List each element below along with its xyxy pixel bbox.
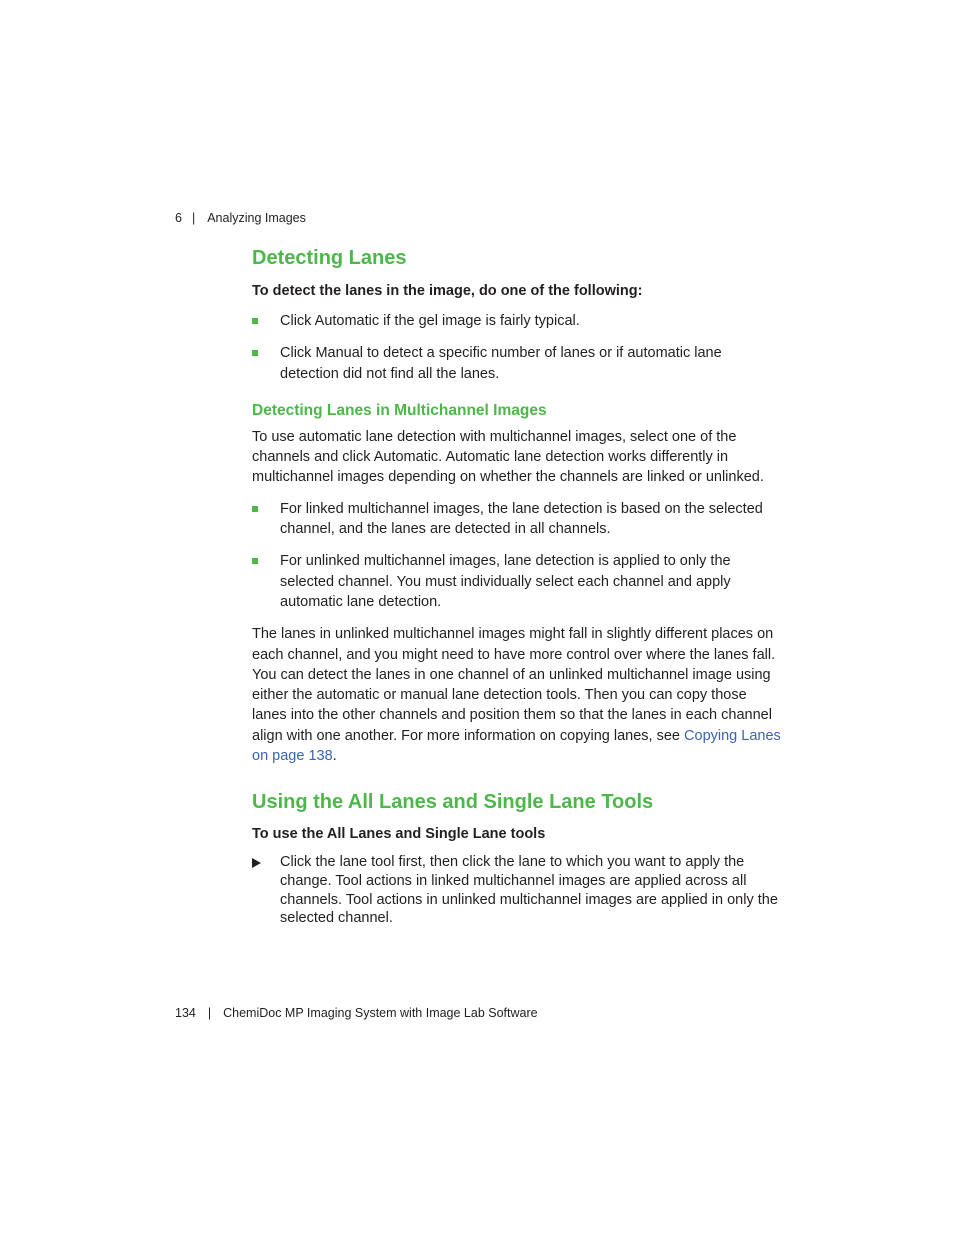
all-lanes-lead: To use the All Lanes and Single Lane tools <box>252 826 546 843</box>
detect-lanes-options <box>252 311 782 384</box>
copying-lanes-link[interactable]: Copying Lanes on page 138 <box>252 727 781 765</box>
list-item-text: Click Automatic if the gel image is fairly typical. <box>280 313 580 329</box>
closing-period: . <box>332 748 337 765</box>
chapter-number: 6 <box>175 211 182 225</box>
running-footer <box>175 1006 538 1020</box>
book-title: ChemiDoc MP Imaging System with Image Lab Software <box>223 1006 538 1020</box>
multichannel-options <box>252 499 782 612</box>
green-square-bullet-icon <box>252 558 258 564</box>
heading-multichannel: Detecting Lanes in Multichannel Images <box>252 401 547 419</box>
page-number: 134 <box>175 1006 196 1020</box>
green-square-bullet-icon <box>252 350 258 356</box>
header-separator: | <box>191 211 196 225</box>
chapter-title: Analyzing Images <box>207 211 306 225</box>
step-text: Click the lane tool first, then click the lane to which you want to apply the change. Tool actions in linked multichannel images are applied across all channels. Tool actions in unlinked multichannel images are applied in only the selected channel. <box>280 854 778 927</box>
multichannel-intro: To use automatic lane detection with multichannel images, select one of the channels and click Automatic. Automatic lane detection works differently in multichannel images depending on whether the channels are linked or unlinked. <box>252 428 764 486</box>
heading-all-lanes-tools: Using the All Lanes and Single Lane Tools <box>252 791 654 814</box>
heading-detecting-lanes: Detecting Lanes <box>252 247 407 269</box>
page-content <box>252 244 782 928</box>
list-item <box>252 551 782 612</box>
list-item <box>252 499 782 540</box>
all-lanes-steps <box>252 853 782 928</box>
list-item-text: For linked multichannel images, the lane detection is based on the selected channel, and the lanes are detected in all channels. <box>280 500 763 538</box>
triangle-arrow-icon <box>252 858 261 868</box>
list-item <box>252 853 782 928</box>
closing-text: The lanes in unlinked multichannel images might fall in slightly different places on each channel, and you might need to have more control over where the lanes fall. You can detect the lanes in one channel of an unlinked multichannel image using either the automatic or manual lane detection tools. Then you can copy those lanes into the other channels and position them so that the lanes in each channel align with one another. For more information on copying lanes, see <box>252 626 776 744</box>
multichannel-closing-paragraph <box>252 624 782 766</box>
detect-lanes-lead: To detect the lanes in the image, do one of the following: <box>252 283 643 299</box>
list-item-text: For unlinked multichannel images, lane detection is applied to only the selected channel. You must individually select each channel and apply automatic lane detection. <box>280 553 731 610</box>
list-item <box>252 343 782 384</box>
footer-separator: | <box>207 1006 212 1020</box>
list-item-text: Click Manual to detect a specific number of lanes or if automatic lane detection did not find all the lanes. <box>280 345 722 382</box>
running-header <box>175 211 306 225</box>
green-square-bullet-icon <box>252 318 258 324</box>
list-item <box>252 311 782 331</box>
green-square-bullet-icon <box>252 506 258 512</box>
